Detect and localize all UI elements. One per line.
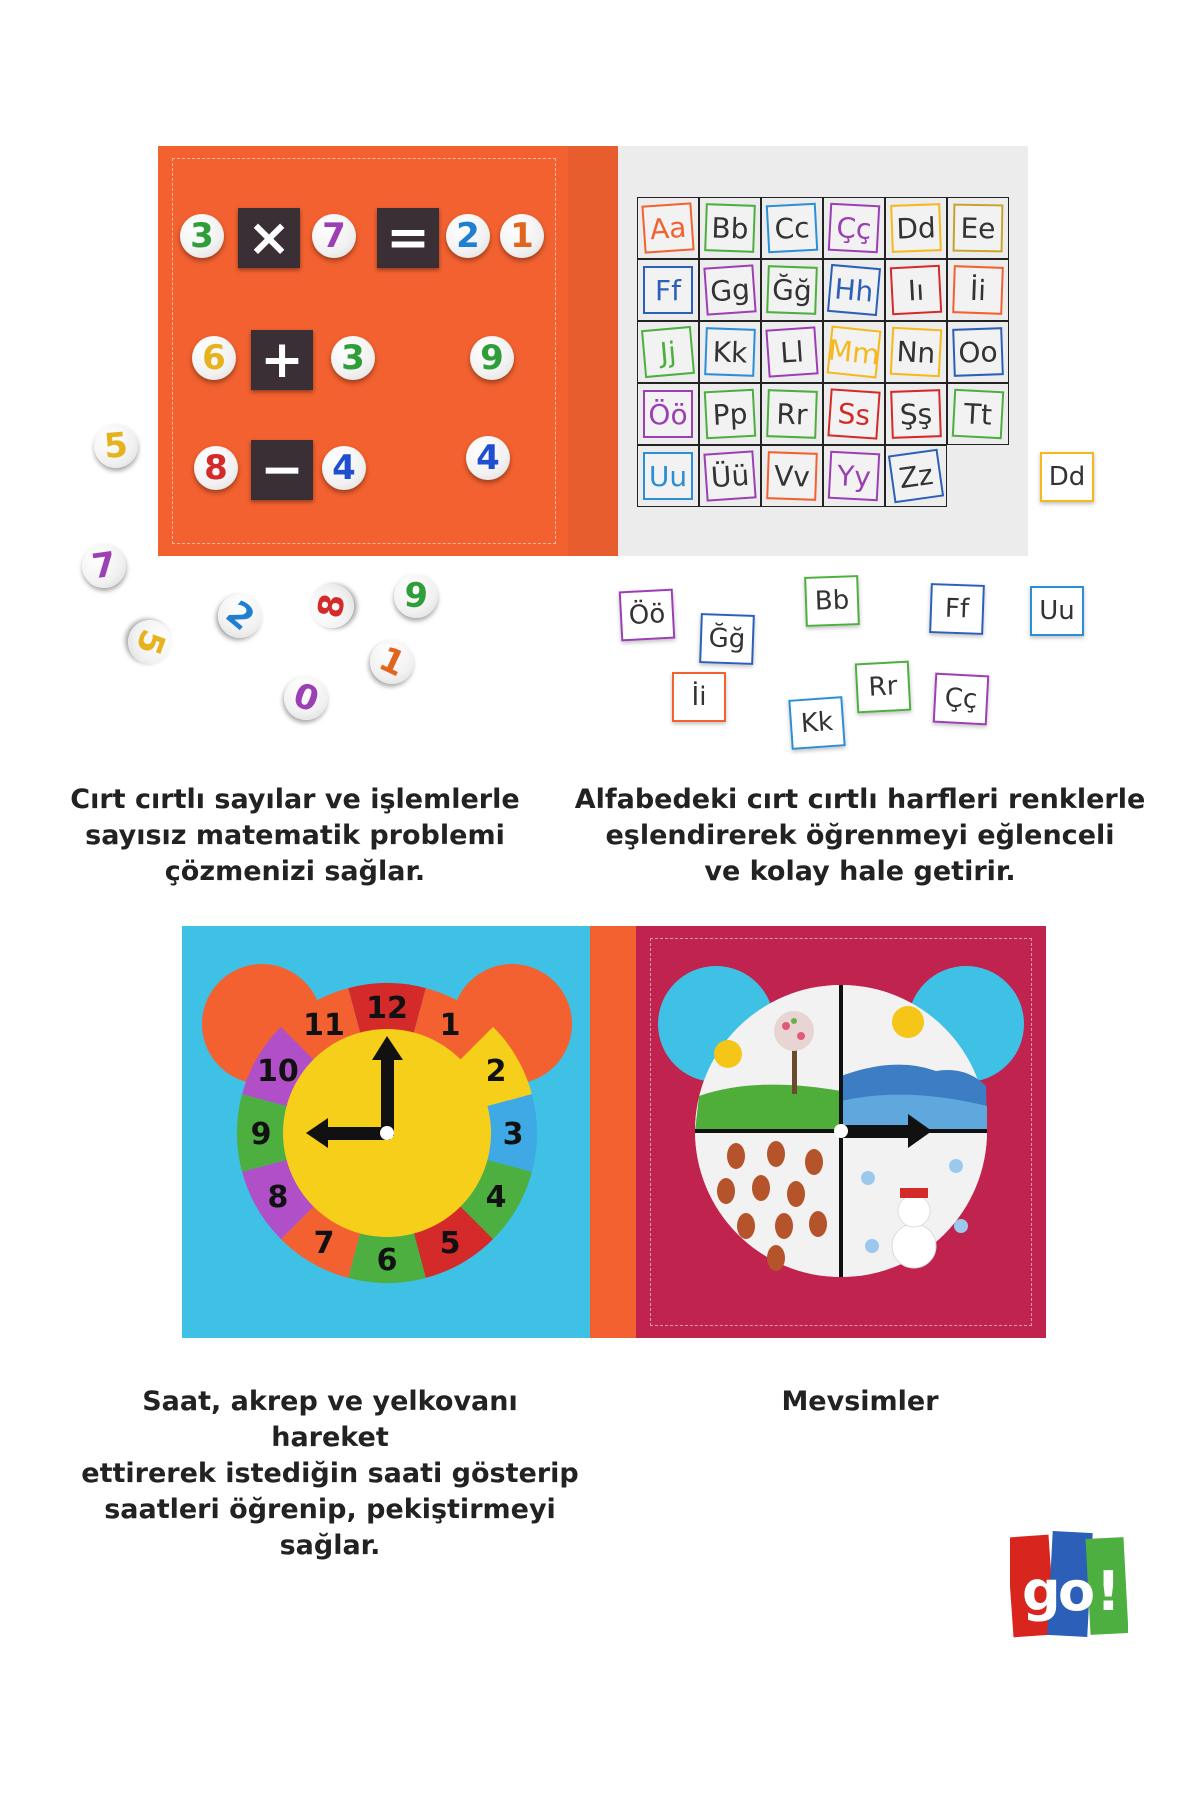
letter-card[interactable]: Öö	[643, 390, 693, 438]
alphabet-slot[interactable]	[947, 197, 1009, 259]
letter-card[interactable]: Bb	[704, 203, 756, 253]
letter-card[interactable]: Yy	[828, 451, 880, 502]
alphabet-slot[interactable]	[823, 259, 885, 321]
clock-hour-label: 12	[366, 991, 408, 1026]
alphabet-slot[interactable]	[823, 383, 885, 445]
alphabet-slot[interactable]	[637, 197, 699, 259]
letter-card[interactable]: Ff	[643, 266, 693, 314]
letter-card[interactable]: Aa	[641, 202, 694, 253]
loose-letter-card[interactable]: Bb	[804, 575, 860, 627]
alphabet-slot[interactable]	[761, 321, 823, 383]
alphabet-slot[interactable]	[947, 259, 1009, 321]
seasons-caption: Mevsimler	[781, 1386, 939, 1417]
loose-number-token[interactable]: 5	[92, 422, 140, 470]
letter-card[interactable]: Çç	[828, 203, 880, 254]
alphabet-slot[interactable]	[761, 445, 823, 507]
clock-hour-label: 8	[267, 1180, 289, 1215]
alphabet-slot[interactable]	[637, 445, 699, 507]
loose-letter-card[interactable]: Ğğ	[699, 613, 755, 665]
loose-number-token[interactable]: 1	[363, 633, 421, 691]
letter-card[interactable]: Cc	[766, 203, 818, 254]
letter-card[interactable]: Gg	[703, 264, 756, 315]
clock-caption: Saat, akrep ve yelkovanı hareket ettirerek istediğin saati gösterip saatleri öğrenip, pekiştirmeyi sağlar.	[81, 1386, 579, 1561]
loose-number-token[interactable]: 7	[79, 541, 129, 591]
go-logo	[1010, 1528, 1128, 1646]
letter-card[interactable]: Nn	[890, 327, 942, 378]
alphabet-slot[interactable]	[637, 259, 699, 321]
letter-card[interactable]: Zz	[888, 449, 944, 503]
letter-card[interactable]: Dd	[890, 203, 942, 253]
loose-number-token[interactable]: 0	[278, 670, 334, 726]
loose-letter-card[interactable]: Kk	[788, 696, 845, 750]
alphabet-slot[interactable]	[823, 445, 885, 507]
clock-hour-label: 11	[303, 1007, 345, 1043]
loose-letter-card[interactable]: Uu	[1030, 586, 1084, 636]
alphabet-slot[interactable]	[885, 383, 947, 445]
alphabet-slot[interactable]	[699, 197, 761, 259]
letter-card[interactable]: Oo	[952, 327, 1004, 377]
alphabet-slot[interactable]	[699, 321, 761, 383]
letter-card[interactable]: Şş	[890, 389, 942, 439]
alphabet-slot[interactable]	[637, 383, 699, 445]
alphabet-caption: Alfabedeki cırt cırtlı harfleri renklerle eşlendirerek öğrenmeyi eğlenceli ve kolay hale getirir.	[574, 784, 1146, 887]
alphabet-slot[interactable]	[885, 321, 947, 383]
letter-card[interactable]: Jj	[641, 326, 695, 378]
number-token[interactable]: 2	[446, 214, 490, 258]
loose-letter-card[interactable]: Çç	[933, 673, 990, 726]
number-token[interactable]: 3	[180, 214, 224, 258]
clock-hour-label: 4	[485, 1180, 507, 1215]
svg-text:!: !	[1096, 1560, 1121, 1623]
alphabet-slot[interactable]	[885, 197, 947, 259]
letter-card[interactable]: Hh	[827, 264, 881, 316]
loose-letter-card[interactable]: Dd	[1040, 452, 1094, 502]
plus-operator[interactable]: +	[251, 330, 313, 390]
multiply-operator[interactable]: ×	[238, 208, 300, 268]
clock-hour-label: 10	[257, 1054, 299, 1089]
equals-operator[interactable]: =	[377, 208, 439, 268]
clock-hour-label: 6	[376, 1243, 398, 1278]
letter-card[interactable]: Ee	[953, 204, 1004, 253]
loose-letter-card[interactable]: İi	[672, 672, 726, 722]
svg-text:g: g	[1022, 1560, 1061, 1623]
seasons-wheel[interactable]	[636, 926, 1046, 1338]
letter-card[interactable]: Vv	[766, 451, 818, 501]
clock-hour-label: 2	[485, 1054, 507, 1089]
math-caption: Cırt cırtlı sayılar ve işlemlerle sayısız matematik problemi çözmenizi sağlar.	[70, 784, 520, 887]
number-token[interactable]: 4	[322, 446, 366, 490]
loose-letter-card[interactable]: Ff	[929, 583, 985, 635]
clock-hour-label: 5	[439, 1226, 461, 1262]
alphabet-slot[interactable]	[823, 197, 885, 259]
alphabet-slot[interactable]	[761, 259, 823, 321]
alphabet-grid	[637, 197, 1009, 507]
loose-number-token[interactable]: 9	[392, 572, 440, 620]
alphabet-slot[interactable]	[699, 383, 761, 445]
loose-number-token[interactable]: 5	[122, 614, 178, 670]
number-token[interactable]: 1	[500, 214, 544, 258]
letter-card[interactable]: Rr	[766, 389, 818, 439]
letter-card[interactable]: Üü	[703, 450, 756, 501]
number-token[interactable]: 8	[194, 446, 238, 490]
clock-hour-label: 3	[502, 1117, 524, 1152]
alphabet-slot[interactable]	[885, 445, 947, 507]
alphabet-slot[interactable]	[947, 383, 1009, 445]
svg-text:o: o	[1058, 1560, 1096, 1623]
letter-card[interactable]: Ğğ	[766, 265, 818, 315]
alphabet-slot[interactable]	[761, 197, 823, 259]
loose-number-token[interactable]: 8	[307, 581, 358, 632]
letter-card[interactable]: Uu	[643, 452, 693, 500]
number-token[interactable]: 9	[470, 336, 514, 380]
minus-operator[interactable]: −	[251, 440, 313, 500]
alphabet-slot[interactable]	[699, 445, 761, 507]
loose-letter-card[interactable]: Rr	[855, 661, 912, 714]
letter-card[interactable]: Kk	[704, 327, 756, 377]
letter-card[interactable]: Iı	[890, 265, 942, 316]
clock-hour-label: 7	[313, 1226, 335, 1262]
letter-card[interactable]: Tt	[952, 389, 1004, 440]
number-token[interactable]: 7	[312, 214, 356, 258]
clock-hour-label: 9	[250, 1117, 272, 1152]
number-token[interactable]: 3	[331, 336, 375, 380]
number-token[interactable]: 6	[192, 336, 236, 380]
book-spine-bottom	[590, 926, 640, 1338]
loose-letter-card[interactable]: Öö	[619, 589, 676, 642]
letter-card[interactable]: Mm	[827, 326, 882, 379]
alphabet-slot[interactable]	[823, 321, 885, 383]
number-token[interactable]: 4	[466, 436, 510, 480]
alphabet-slot[interactable]	[637, 321, 699, 383]
alphabet-slot[interactable]	[761, 383, 823, 445]
clock-hour-label: 1	[439, 1007, 461, 1043]
alphabet-slot[interactable]	[885, 259, 947, 321]
alphabet-slot[interactable]	[947, 321, 1009, 383]
letter-card[interactable]: İi	[952, 265, 1004, 315]
clock[interactable]	[182, 926, 592, 1338]
letter-card[interactable]: Ll	[765, 326, 818, 377]
book-spine-top	[568, 146, 618, 556]
letter-card[interactable]: Ss	[827, 388, 880, 439]
loose-number-token[interactable]: 2	[209, 585, 271, 647]
alphabet-slot[interactable]	[699, 259, 761, 321]
letter-card[interactable]: Pp	[704, 389, 756, 440]
